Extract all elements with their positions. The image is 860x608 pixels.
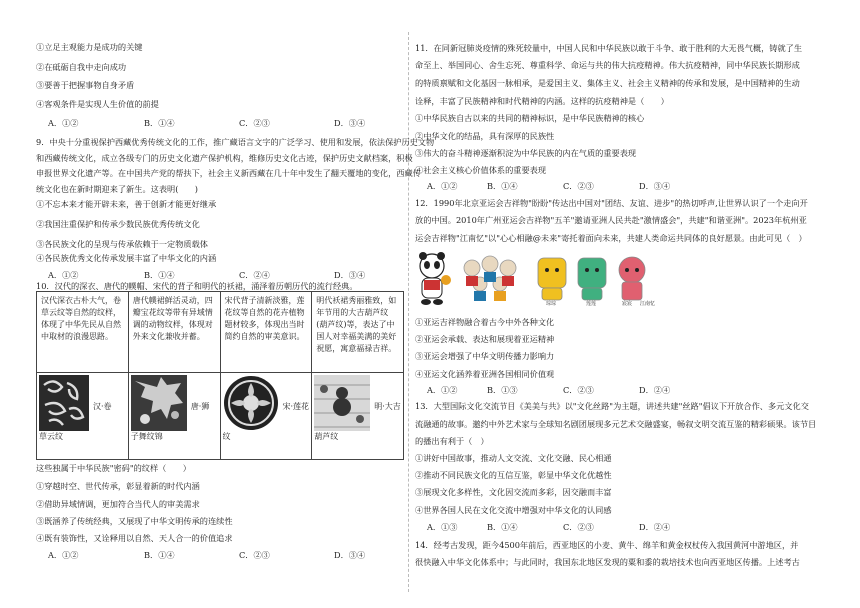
caption-song-side: 宋·莲花 — [282, 402, 310, 411]
q11-option-1: ①中华民族自古以来的共同的精神标识，是中华民族精神的核心 — [415, 113, 645, 123]
choice-c[interactable]: C．②③ — [563, 181, 594, 191]
choice-c[interactable]: C．②③ — [563, 385, 594, 395]
choice-c[interactable]: C．②④ — [239, 270, 270, 280]
lion-dance-brocade-image — [131, 375, 187, 431]
q11-stem-line3: 的特质禀赋和文化基因一脉相承，是爱国主义、集体主义、社会主义精神的传承和发展，是中国精神的生动 — [415, 78, 800, 88]
choice-b[interactable]: B．①④ — [144, 550, 175, 560]
choice-a[interactable]: A．①② — [48, 270, 79, 280]
choice-c[interactable]: C．②③ — [239, 118, 270, 128]
q8-choices — [36, 118, 365, 129]
q13-option-2: ②推动不同民族文化的互信互鉴，彰显中华文化优越性 — [415, 470, 612, 480]
caption-tang-below: 子舞纹锦 — [130, 432, 163, 441]
choice-b[interactable]: B．①④ — [487, 522, 518, 532]
q9-choices — [36, 270, 365, 281]
panpan-mascot-image — [412, 250, 452, 306]
five-rams-mascot-image — [458, 250, 526, 306]
q13-option-4: ④世界各国人民在文化交流中增强对中华文化的认同感 — [415, 505, 612, 515]
q11-option-2: ②中华文化的结晶，具有深厚的民族性 — [415, 131, 555, 141]
q9-option-3: ③各民族文化的呈现与传承依赖于一定物质载体 — [36, 239, 208, 249]
q12-stem-line3: 运会吉祥物"江南忆"以"心心相融@未来"寄托着面向未来，共建人类命运共同体的良好愿景。由此可见（ ） — [415, 233, 807, 243]
choice-c[interactable]: C．②③ — [239, 550, 270, 560]
q13-option-3: ③展现文化多样性，文化因交流而多彩，因交融而丰富 — [415, 487, 612, 497]
q10-option-1: ①穿越时空、世代传承，彰显着新的时代内涵 — [36, 481, 200, 491]
column-divider — [408, 32, 409, 592]
q12-stem-line1: 12．1990年北京亚运会吉祥物"盼盼"传达出中国对"团结、友谊、进步"的热切呼声,让世界认识了一个走向开 — [415, 198, 808, 208]
q12-option-2: ②亚运会承载、表达和展现着亚运精神 — [415, 334, 555, 344]
q11-stem-line2: 命至上、举国同心、舍生忘死、尊重科学、命运与共的伟大抗疫精神。伟大抗疫精神，同中华民族长期形成 — [415, 60, 800, 70]
choice-d[interactable]: D．③④ — [639, 181, 671, 191]
table-cell-song: 宋代背子清新淡雅，莲花纹等自然的花卉植物题材较多，体现出当时简约自然的审美意识。 — [220, 292, 312, 373]
choice-a[interactable]: A．①② — [427, 385, 458, 395]
q8-option-3: ③要善于把握事物自身矛盾 — [36, 80, 135, 90]
q13-choices — [415, 522, 670, 533]
q10-stem: 10．汉代的深衣、唐代的幞帽、宋代的背子和明代的袄裙，涌泽着历朝历代的流行经典。 — [36, 281, 358, 291]
choice-a[interactable]: A．①③ — [427, 522, 458, 532]
choice-d[interactable]: D．③④ — [334, 118, 366, 128]
jiangnan-memory-mascots-image — [534, 250, 654, 306]
q9-stem-line2: 和西藏传统文化，成立各级专门的历史文化遗产保护机构，维修历史文化古迹，保护历史文献档案，积极 — [36, 153, 413, 163]
choice-a[interactable]: A．①② — [427, 181, 458, 191]
lotus-pattern-image — [223, 375, 279, 431]
choice-a[interactable]: A．①② — [48, 550, 79, 560]
q13-stem-line2: 流融通的故事。邀约中外艺术家与全球知名剧团展现多元艺术交融盛宴，畅叙文明交流互鉴的精彩硕果。该节目 — [415, 419, 817, 429]
q9-stem-line4: 统文化也在新时期迎来了新生。这表明( ) — [36, 184, 198, 194]
q8-option-2: ②在砥砺自我中走向成功 — [36, 62, 127, 72]
q10-option-2: ②借助异域情调，更加符合当代人的审美需求 — [36, 499, 200, 509]
q8-option-4: ④客观条件是实现人生价值的前提 — [36, 99, 159, 109]
caption-ming-side: 明·大吉 — [374, 402, 401, 411]
q9-option-1: ①不忘本来才能开辟未来，善于创新才能更好继承 — [36, 199, 217, 209]
mascot-label-3: 宸宸 — [622, 301, 633, 307]
q11-stem-line1: 11．在同新冠肺炎疫情的殊死较量中，中国人民和中华民族以敢于斗争、敢于胜利的大无畏气概，铸就了生 — [415, 43, 803, 53]
table-cell-han: 汉代深衣古朴大气，卷草云纹等自然的纹样，体现了中华先民从自然中取材的浪漫思路。 — [37, 292, 129, 373]
choice-b[interactable]: B．①④ — [144, 118, 175, 128]
choice-d[interactable]: D．③④ — [334, 270, 366, 280]
caption-song-below: 纹 — [222, 432, 231, 441]
asian-games-mascots — [412, 250, 654, 306]
choice-d[interactable]: D．②④ — [639, 385, 671, 395]
pattern-cell-tang — [128, 373, 220, 460]
choice-d[interactable]: D．③④ — [334, 550, 366, 560]
q14-stem-line1: 14．经考古发现，距今4500年前后，西亚地区的小麦、黄牛、绵羊和黄金权杖传入我国黄河中游地区，并 — [415, 540, 799, 550]
q13-stem-line3: 的播出有利于（ ） — [415, 436, 489, 446]
q12-option-4: ④亚运文化涵养着亚洲各国相同价值观 — [415, 369, 555, 379]
caption-han-below: 草云纹 — [39, 432, 63, 441]
cloud-pattern-image — [39, 375, 89, 431]
q12-option-3: ③亚运会增强了中华文明传播力影响力 — [415, 351, 555, 361]
q9-stem-line1: 9．中央十分重视保护西藏优秀传统文化的工作，推广藏语言文字的广泛学习、使用和发展，依法保护历史文物 — [36, 137, 435, 147]
q12-option-1: ①亚运吉祥物融合着古今中外各种文化 — [415, 317, 555, 327]
choice-b[interactable]: B．①④ — [487, 181, 518, 191]
q10-option-3: ③既涵养了传统经典，又展现了中华文明传承的连续性 — [36, 516, 233, 526]
q12-choices — [415, 385, 670, 396]
table-cell-tang: 唐代幞裙鲜活灵动，四瓣宝花纹等带有异域情调的动物纹样，体现对外来文化兼收并蓄。 — [128, 292, 220, 373]
gourd-pattern-image — [314, 375, 370, 431]
q10-after: 这些独属于中华民族"密码"的纹样（ ） — [36, 463, 191, 473]
dynasty-pattern-table — [36, 291, 404, 460]
caption-tang-side: 唐·狮 — [190, 402, 210, 411]
mascot-label-2: 莲莲 — [586, 301, 597, 307]
q11-stem-line4: 诠释，丰富了民族精神和时代精神的内涵。这样的抗疫精神是（ ） — [415, 96, 669, 106]
pattern-cell-han — [37, 373, 129, 460]
caption-ming-below: 葫芦纹 — [314, 432, 339, 441]
choice-b[interactable]: B．①③ — [487, 385, 518, 395]
choice-c[interactable]: C．②③ — [563, 522, 594, 532]
choice-d[interactable]: D．②④ — [639, 522, 671, 532]
q10-choices — [36, 550, 365, 561]
table-cell-ming: 明代袄裙秀丽雅致，如年节用的大吉葫芦纹(葫芦纹)等，表达了中国人对幸福美满的美好祝愿，寓意福禄吉祥。 — [312, 292, 404, 373]
choice-a[interactable]: A．①② — [48, 118, 79, 128]
q13-stem-line1: 13．大型国际文化交流节目《美美与共》以"文化丝路"为主题，讲述共建"丝路"倡议下开放合作、多元文化交 — [415, 401, 809, 411]
q10-option-4: ④既有装饰性，又诠释用以自然、天人合一的价值追求 — [36, 533, 233, 543]
mascot-label-4: 江南忆 — [640, 301, 656, 307]
q14-stem-line2: 很快融入中华文化体系中；与此同时，我国东北地区发现的粟和黍的栽培技术也向西亚地区传播。上述考古 — [415, 557, 800, 567]
q8-option-1: ①立足主观能力是成功的关键 — [36, 42, 143, 52]
q13-option-1: ①讲好中国故事，推动人文交流、文化交融、民心相通 — [415, 453, 612, 463]
pattern-cell-ming — [312, 373, 404, 460]
choice-b[interactable]: B．①④ — [144, 270, 175, 280]
pattern-cell-song — [220, 373, 312, 460]
q11-choices — [415, 181, 670, 192]
caption-han-side: 汉·卷 — [93, 402, 112, 411]
q12-stem-line2: 放的中国。2010年广州亚运会吉祥物"五羊"邀请亚洲人民共赴"激情盛会"，共建"和谐亚洲"。2023年杭州亚 — [415, 215, 807, 225]
q9-option-2: ②我国注重保护和传承少数民族优秀传统文化 — [36, 219, 200, 229]
q11-option-4: ④社会主义核心价值体系的重要表现 — [415, 165, 547, 175]
q9-stem-line3: 申报世界文化遗产等。在中国共产党的帮扶下，社会主义新西藏在几十年中发生了翻天覆地的变化，西藏传 — [36, 168, 421, 178]
q11-option-3: ③伟大的奋斗精神逐渐积淀为中华民族的内在气质的重要表现 — [415, 148, 637, 158]
q9-option-4: ④各民族优秀文化传承发展丰富了中华文化的内涵 — [36, 253, 217, 263]
mascot-label-1: 琮琮 — [546, 301, 557, 307]
